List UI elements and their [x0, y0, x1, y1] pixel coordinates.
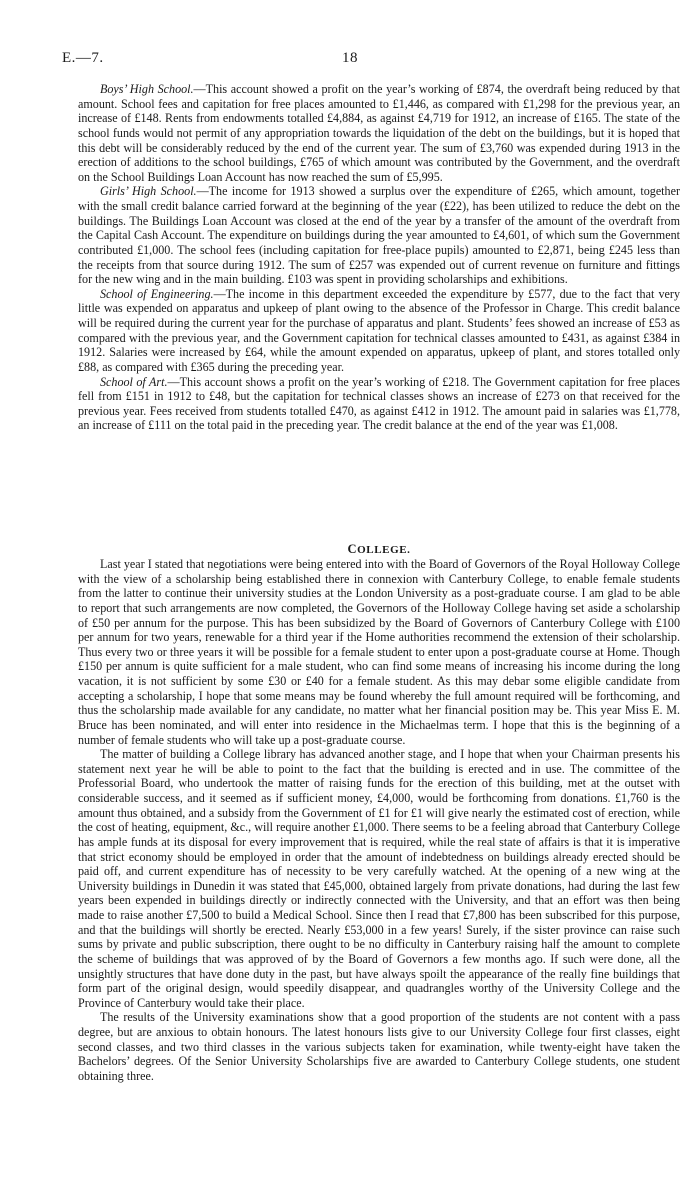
paragraph-school-of-engineering — [78, 287, 680, 375]
paragraph-holloway-scholarship: Last year I stated that negotiations were being entered into with the Board of Governors of the Royal Holloway College with the view of a scholarship being established there in connexion with Canterbury College, to enable female students from the latter to continue their university studies at the London University as a post-graduate course. I am glad to be able to report that such arrangements are now completed, the Governors of the Holloway College having set aside a scholarship of £50 per annum for the purpose. This has been subsidized by the Board of Governors of Canterbury College with £100 per annum for two years, renewable for a third year if the Home authorities recommend the extension of their scholarship. Thus every two or three years it will be possible for a female student to enter upon a post-graduate course at Home. Though £150 per annum is quite sufficient for a male student, who can find some means of increasing his income during the long vacation, it is not sufficient by some £30 or £40 for a female student. As this may debar some eligible candidate from accepting a scholarship, I hope that some means may be found whereby the full amount required will be forthcoming, and thus the scholarship made available for any candidate, no matter what her financial position may be. This year Miss E. M. Bruce has been nominated, and will enter into residence in the Michaelmas term. I hope that this is the beginning of a number of female students who will take up a post-graduate course. — [78, 557, 680, 747]
section-title: Boys’ High School. — [100, 82, 194, 96]
page-number: 18 — [342, 50, 358, 66]
section-title: School of Art. — [100, 374, 168, 389]
section-title: School of Engineering. — [100, 286, 214, 301]
heading-initial: C — [347, 542, 358, 556]
college-section — [78, 541, 680, 1084]
paragraph-boys-high-school — [78, 82, 680, 184]
paragraph-text: —This account shows a profit on the year’s working of £218. The Government capitation for free places fell from £151 in 1912 to £48, but the capitation for technical classes shows an increase of £273 on that received for the previous year. Fees received from students totalled £470, as against £412 in 1912. The amount paid in salaries was £1,778, an increase of £111 on the total paid in the preceding year. The credit balance at the end of the year was £1,008. — [78, 374, 680, 433]
paragraph-examination-results: The results of the University examinations show that a good proportion of the students are not content with a pass degree, but are anxious to obtain honours. The latest honours lists give to our University College four first classes, eight second classes, and two third classes in the various subjects taken for examination, while twenty-eight have taken the Bachelors’ degrees. Of the Senior University Scholarships five are awarded to Canterbury College students, one student obtaining three. — [78, 1010, 680, 1083]
college-heading — [78, 541, 680, 557]
paragraph-text: —The income for 1913 showed a surplus over the expenditure of £265, which amount, together with the small credit balance carried forward at the beginning of the year (£22), has been utilized to reduce the debt on the buildings. The Buildings Loan Account was closed at the end of the year by a transfer of the amount of the overdraft from the Capital Cash Account. The expenditure on buildings during the year amounted to £4,601, of which sum the Government contributed £1,000. The school fees (including capitation for free-place pupils) amounted to £2,871, being £245 less than the receipts from that source during 1912. The sum of £257 was expended out of current revenue on furniture and fittings for the new wing and in the main building. £103 was spent in providing scholarships and exhibitions. — [78, 184, 680, 287]
paragraph-text: —This account showed a profit on the year’s working of £874, the overdraft being reduced by that amount. School fees and capitation for free places amounted to £1,446, as compared with £1,298 for the previous year, an increase of £148. Rents from endowments totalled £4,884, as against £4,719 for 1912, an increase of £165. The state of the school funds would not permit of any appropriation towards the liquidation of the debt on the buildings, but it is hoped that this debt will be considerably reduced by the end of the current year. The sum of £3,760 was expended during 1913 in the erection of additions to the school buildings, £765 of which amount was contributed by the Government, and the overdraft on the School Buildings Loan Account has now reached the sum of £5,995. — [78, 82, 680, 184]
section-title: Girls’ High School. — [100, 184, 197, 199]
heading-rest: OLLEGE. — [357, 544, 411, 556]
document-reference: E.—7. — [62, 50, 104, 66]
paragraph-college-library: The matter of building a College library has advanced another stage, and I hope that when your Chairman presents his statement next year he will be able to point to the fact that the building is erected and in use. The committee of the Professorial Board, who undertook the matter of raising funds for the erection of this building, met at the outset with considerable success, and it seemed as if sufficient money, £4,000, would be forthcoming from donations. £1,760 is the amount thus obtained, and a subsidy from the Government of £1 for £1 will give nearly the estimated cost of erection, while the cost of heating, equipment, &c., will require another £1,000. There seems to be a feeling abroad that Canterbury College has ample funds at its disposal for every improvement that is required, while the real state of affairs is that it is imperative that strict economy should be employed in order that the amount of indebtedness on buildings already erected should be paid off, and current expenditure has of necessity to be very carefully watched. At the opening of a new wing at the University buildings in Dunedin it was stated that £45,000, obtained largely from private donations, had during the last few years been expended in buildings directly or indirectly connected with the University, and that an effort was then being made to raise another £7,500 to build a Medical School. Since then I read that £7,800 has been subscribed for this purpose, and that the buildings will shortly be erected. Nearly £53,000 in a few years! Surely, if the sister province can raise such sums by private and public subscription, there ought to be no difficulty in Canterbury raising half the amount to complete the scheme of buildings that was approved of by the Board of Governors a few months ago. If such were done, all the unsightly structures that have done duty in the past, but have always spoilt the appearance of the really fine buildings that form part of the original design, would speedily disappear, and quadrangles worthy of the University College and the Province of Canterbury would take their place. — [78, 747, 680, 1010]
finance-section — [78, 82, 680, 433]
paragraph-girls-high-school — [78, 184, 680, 286]
paragraph-text: —The income in this department exceeded the expenditure by £577, due to the fact that very little was expended on apparatus and upkeep of plant owing to the absence of the Professor in Charge. This credit balance will be required during the current year for the purchase of apparatus and plant. Students’ fees showed an increase of £53 as compared with the previous year, and the Government capitation for technical classes amounted to £431, as against £384 in 1912. Salaries were increased by £64, while the amount expended on apparatus, upkeep of plant, and stores totalled only £88, as compared with £365 during the preceding year. — [78, 286, 681, 374]
page-header — [62, 50, 638, 72]
paragraph-school-of-art — [78, 375, 680, 434]
